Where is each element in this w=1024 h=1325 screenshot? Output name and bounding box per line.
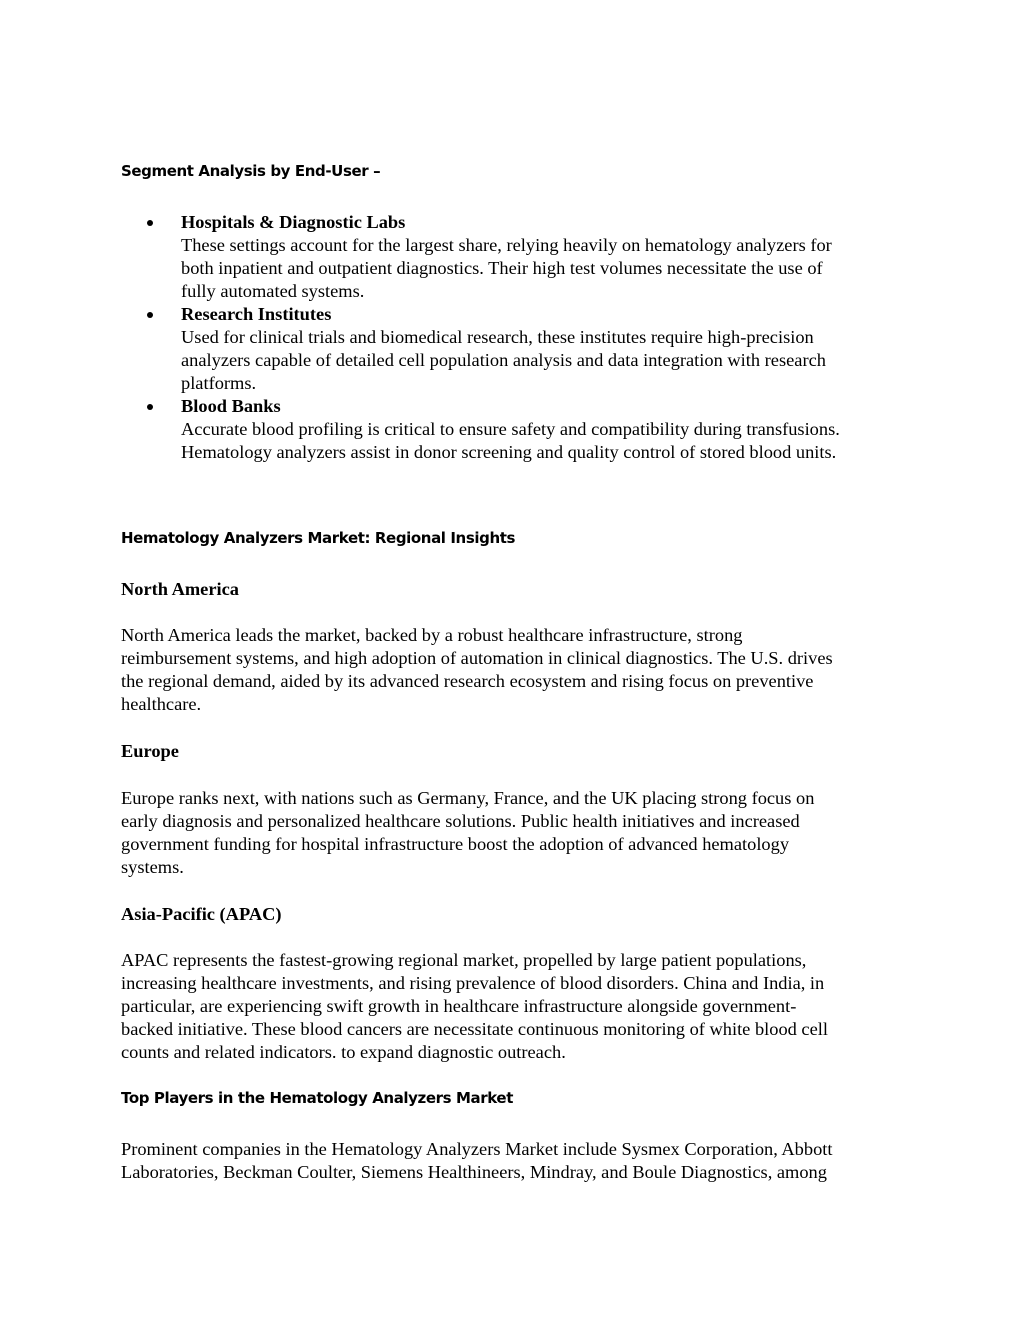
paragraph-line: early diagnosis and personalized healthcare solutions. Public health initiatives and increased (121, 811, 800, 831)
bullet-icon (147, 220, 153, 226)
paragraph-line: counts and related indicators. to expand diagnostic outreach. (121, 1042, 566, 1062)
regional-insights-heading: Hematology Analyzers Market: Regional Insights (121, 529, 516, 547)
paragraph-line: Laboratories, Beckman Coulter, Siemens Healthineers, Mindray, and Boule Diagnostics, among (121, 1162, 827, 1182)
apac-heading: Asia-Pacific (APAC) (121, 904, 282, 924)
bullet-icon (147, 312, 153, 318)
paragraph-line: increasing healthcare investments, and rising prevalence of blood disorders. China and India, in (121, 973, 825, 993)
paragraph-line: particular, are experiencing swift growth in healthcare infrastructure alongside government- (121, 996, 797, 1016)
segment-analysis-heading: Segment Analysis by End-User – (121, 162, 381, 180)
paragraph-line: APAC represents the fastest-growing regional market, propelled by large patient populations, (121, 950, 807, 970)
paragraph-line: backed initiative. These blood cancers are necessitate continuous monitoring of white blood cell (121, 1019, 828, 1039)
list-item (121, 395, 911, 464)
segment-description-line: Used for clinical trials and biomedical research, these institutes require high-precision (181, 327, 814, 347)
segment-description-line: Hematology analyzers assist in donor screening and quality control of stored blood units. (181, 442, 837, 462)
paragraph-line: systems. (121, 857, 184, 877)
segment-description-line: both inpatient and outpatient diagnostics. Their high test volumes necessitate the use of (181, 258, 823, 278)
list-item (121, 303, 911, 395)
segment-description-line: platforms. (181, 373, 257, 393)
paragraph-line: Prominent companies in the Hematology Analyzers Market include Sysmex Corporation, Abbott (121, 1139, 833, 1159)
segment-description-line: analyzers capable of detailed cell population analysis and data integration with research (181, 350, 826, 370)
north-america-paragraph (121, 624, 911, 716)
paragraph-line: Europe ranks next, with nations such as Germany, France, and the UK placing strong focus on (121, 788, 815, 808)
segment-description-line: These settings account for the largest share, relying heavily on hematology analyzers for (181, 235, 832, 255)
segment-description-line: fully automated systems. (181, 281, 365, 301)
segment-title: Hospitals & Diagnostic Labs (181, 212, 406, 232)
end-user-segment-list (121, 211, 911, 464)
europe-paragraph (121, 787, 911, 879)
paragraph-line: North America leads the market, backed by a robust healthcare infrastructure, strong (121, 625, 743, 645)
paragraph-line: healthcare. (121, 694, 202, 714)
list-item (121, 211, 911, 303)
top-players-paragraph (121, 1138, 911, 1184)
bullet-icon (147, 404, 153, 410)
paragraph-line: government funding for hospital infrastructure boost the adoption of advanced hematology (121, 834, 790, 854)
segment-title: Research Institutes (181, 304, 332, 324)
segment-description-line: Accurate blood profiling is critical to ensure safety and compatibility during transfusions. (181, 419, 840, 439)
paragraph-line: reimbursement systems, and high adoption of automation in clinical diagnostics. The U.S. drives (121, 648, 833, 668)
north-america-heading: North America (121, 579, 239, 599)
apac-paragraph (121, 949, 911, 1064)
paragraph-line: the regional demand, aided by its advanced research ecosystem and rising focus on preventive (121, 671, 814, 691)
segment-title: Blood Banks (181, 396, 281, 416)
europe-heading: Europe (121, 741, 179, 761)
top-players-heading: Top Players in the Hematology Analyzers Market (121, 1089, 513, 1107)
